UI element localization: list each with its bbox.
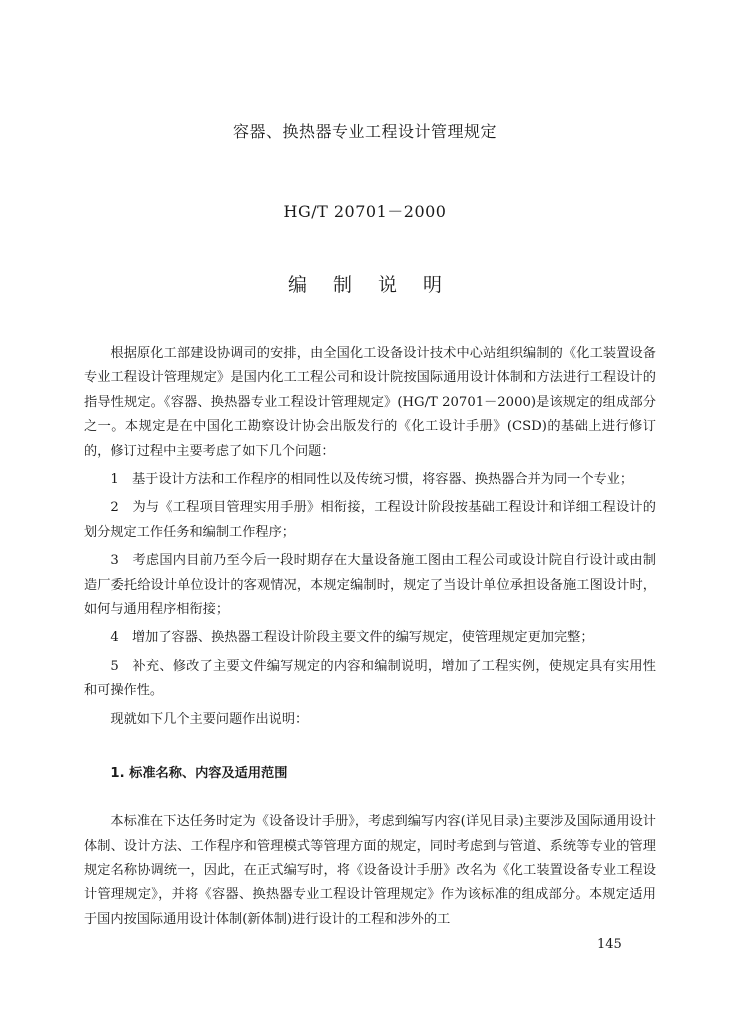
document-title: 容器、换热器专业工程设计管理规定: [232, 122, 497, 141]
list-item: 3 考虑国内目前乃至今后一段时期存在大量设备施工图由工程公司或设计院自行设计或由制造厂委托给设计单位设计的客观情况，本规定编制时，规定了当设计单位承担设备施工图设计时，如何与通用程序相衔接；: [84, 553, 656, 618]
section-heading: 1. 标准名称、内容及适用范围: [110, 766, 288, 782]
list-item: 5 补充、修改了主要文件编写规定的内容和编制说明，增加了工程实例，使规定具有实用性和可操作性。: [84, 658, 656, 699]
intro-paragraph: 根据原化工部建设协调司的安排，由全国化工设备设计技术中心站组织编制的《化工装置设备专业工程设计管理规定》是国内化工工程公司和设计院按国际通用设计体制和方法进行工程设计的指导性规定。《容器、换热器专业工程设计管理规定》(HG/T 20701－2000)是该规定的组成部分之一。本规定是在中国化工勘察设计协会出版发行的《化工设计手册》(CSD)的基础上进行修订的，修订过程中主要考虑了如下几个问题：: [84, 346, 656, 459]
page-number: 145: [597, 937, 622, 952]
closing-paragraph: 现就如下几个主要问题作出说明：: [110, 711, 309, 727]
document-body: [84, 342, 656, 932]
section-paragraph: 本标准在下达任务时定为《设备设计手册》，考虑到编写内容(详见目录)主要涉及国际通用设计体制、设计方法、工作程序和管理模式等管理方面的规定，同时考虑到与管道、系统等专业的管理规定名称协调统一，因此，在正式编写时，将《设备设计手册》改名为《化工装置设备专业工程设计管理规定》，并将《容器、换热器专业工程设计管理规定》作为该标准的组成部分。本规定适用于国内按国际通用设计体制(新体制)进行设计的工程和涉外的工: [84, 814, 656, 927]
section-title: 编制说明: [287, 274, 468, 296]
list-item: 1 基于设计方法和工作程序的相同性以及传统习惯，将容器、换热器合并为同一个专业；: [110, 472, 634, 488]
list-item: 4 增加了容器、换热器工程设计阶段主要文件的编写规定，使管理规定更加完整；: [110, 630, 594, 646]
standard-code: HG/T 20701－2000: [283, 202, 447, 221]
list-item: 2 为与《工程项目管理实用手册》相衔接，工程设计阶段按基础工程设计和详细工程设计的划分规定工作任务和编制工作程序；: [84, 500, 656, 540]
